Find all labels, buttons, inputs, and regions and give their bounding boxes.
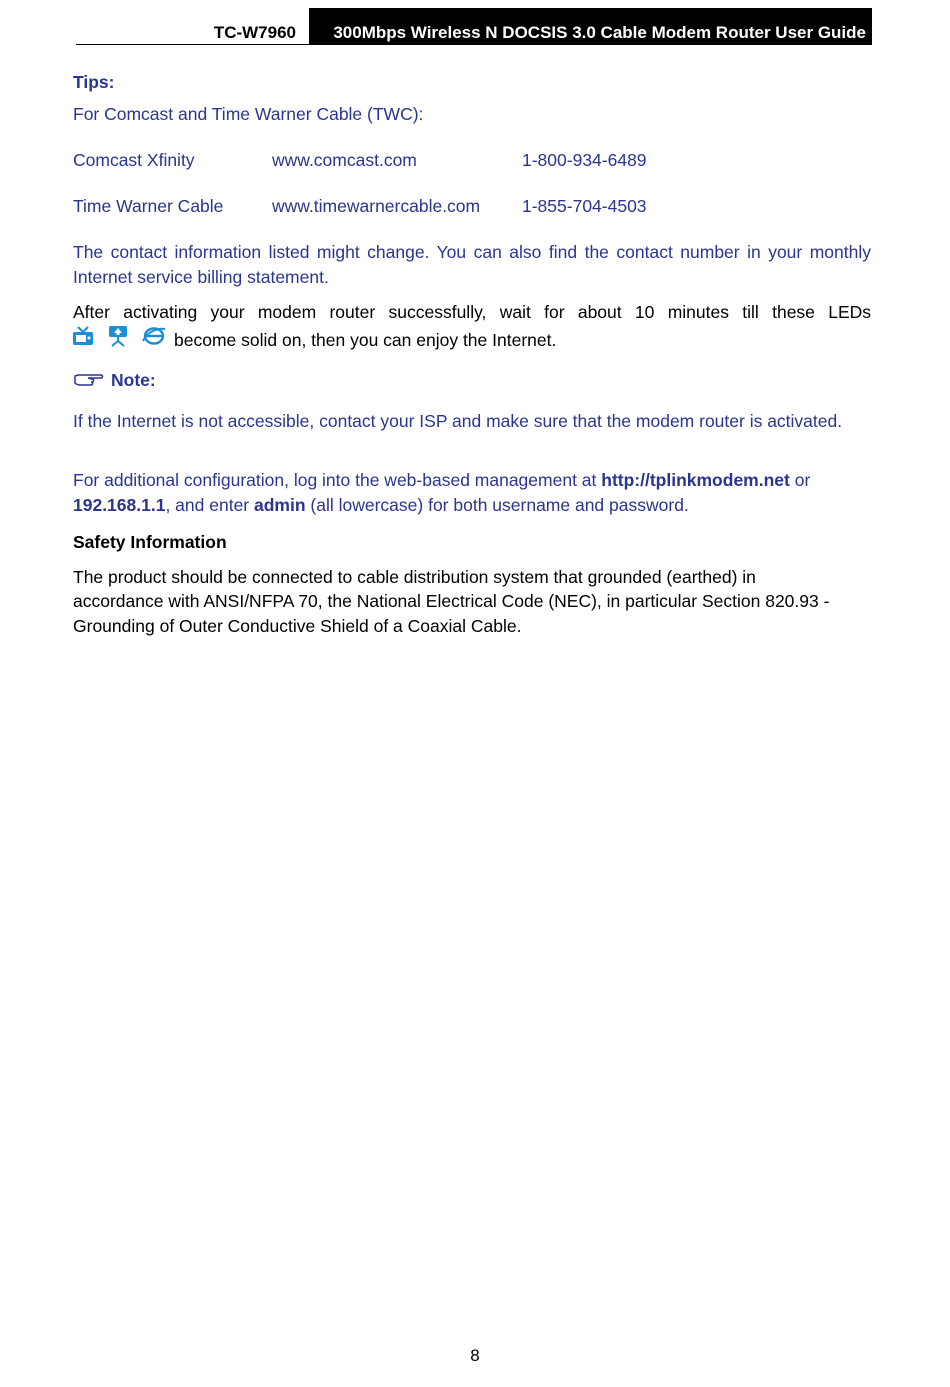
- internet-led-icon: [142, 326, 166, 346]
- page-header: [76, 8, 872, 45]
- model-name: TC-W7960: [213, 23, 296, 42]
- safety-line-1: The product should be connected to cable distribution system that grounded (earthed) in: [73, 567, 756, 587]
- activation-line1: After activating your modem router successfully, wait for about 10 minutes till these LEDs: [73, 302, 871, 322]
- enter-text: , and enter: [165, 495, 254, 515]
- provider-website: www.timewarnercable.com: [272, 196, 481, 216]
- pointing-hand-icon: [74, 372, 104, 388]
- config-text: For additional configuration, log into the web-based management at: [73, 470, 602, 490]
- management-ip-link[interactable]: 192.168.1.1: [73, 495, 166, 515]
- note-paragraph-1: If the Internet is not accessible, contact your ISP and make sure that the modem router is activated.: [73, 411, 843, 431]
- provider-phone: 1-855-704-4503: [522, 196, 647, 216]
- provider-name: Time Warner Cable: [73, 196, 224, 216]
- note-paragraph-2: [73, 468, 871, 518]
- provider-website: www.comcast.com: [272, 150, 417, 170]
- provider-phone: 1-800-934-6489: [522, 150, 647, 170]
- admin-credential: admin: [254, 495, 306, 515]
- safety-heading: Safety Information: [73, 532, 227, 552]
- tips-heading: Tips:: [73, 72, 115, 92]
- activation-line2: become solid on, then you can enjoy the Internet.: [174, 330, 557, 350]
- management-url-link[interactable]: http://tplinkmodem.net: [601, 470, 790, 490]
- safety-line-3: Grounding of Outer Conductive Shield of a Coaxial Cable.: [73, 616, 522, 636]
- guide-title: 300Mbps Wireless N DOCSIS 3.0 Cable Modem Router User Guide: [309, 8, 872, 44]
- provider-name: Comcast Xfinity: [73, 150, 195, 170]
- note-heading: Note:: [111, 370, 156, 390]
- provider-row-comcast: [0, 150, 950, 174]
- safety-line-2: accordance with ANSI/NFPA 70, the National Electrical Code (NEC), in particular Section 820.93 -: [73, 591, 830, 611]
- tips-intro: For Comcast and Time Warner Cable (TWC):: [73, 104, 424, 124]
- provider-row-twc: [0, 196, 950, 220]
- cable-led-icon: [72, 326, 94, 346]
- page-number: 8: [470, 1346, 480, 1365]
- contact-note: The contact information listed might change. You can also find the contact number in your monthly Internet service billing statement.: [73, 242, 871, 287]
- upstream-led-icon: [107, 325, 129, 347]
- or-text: or: [789, 470, 811, 490]
- credential-text: (all lowercase) for both username and password.: [305, 495, 689, 515]
